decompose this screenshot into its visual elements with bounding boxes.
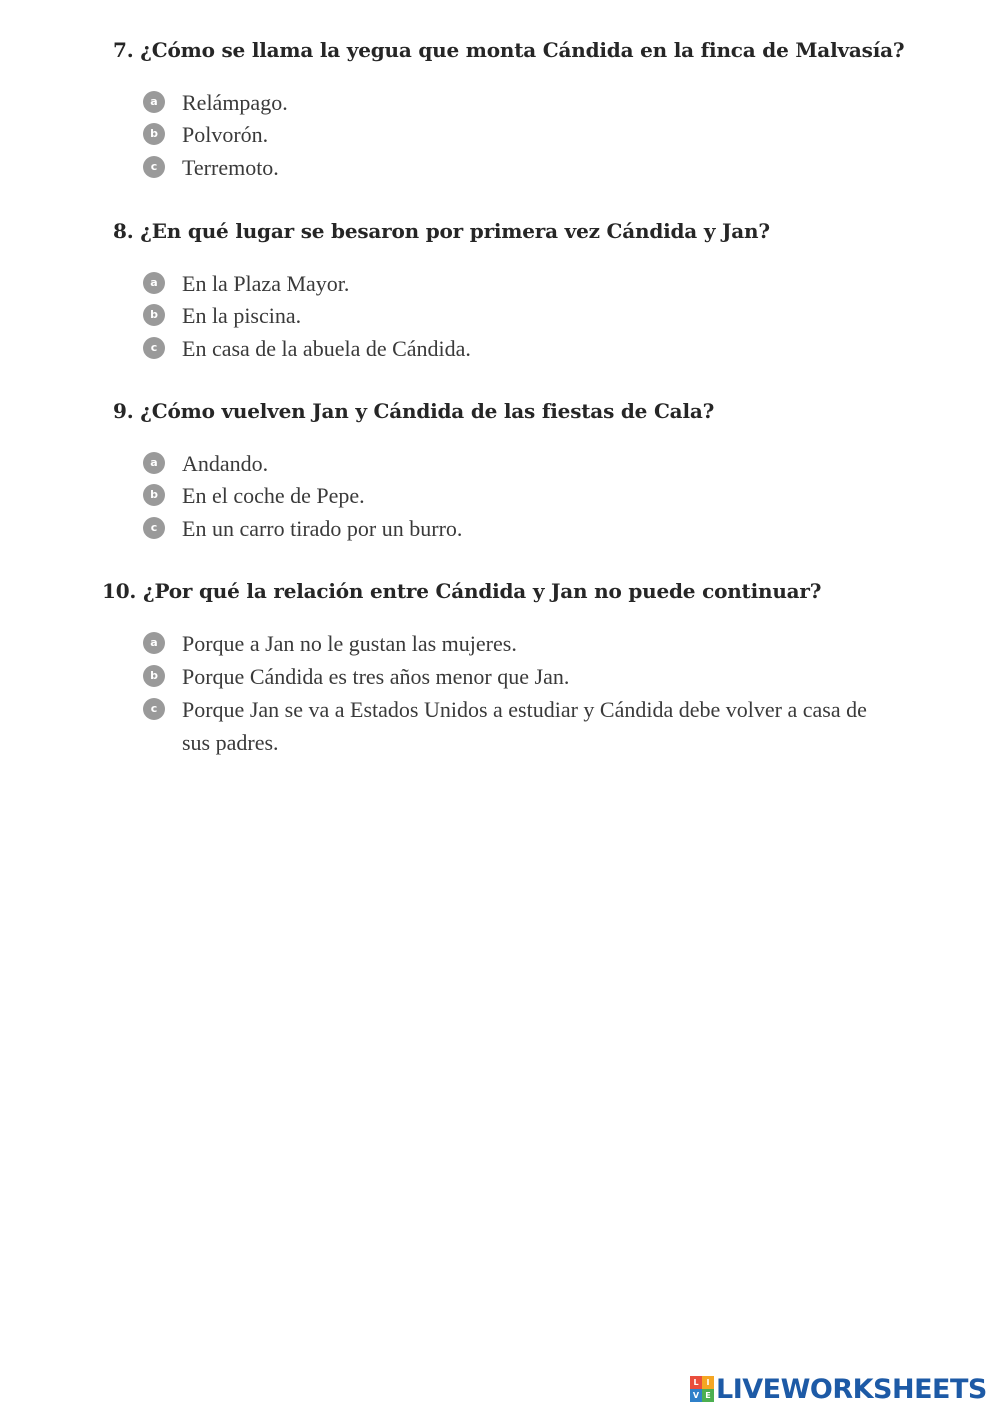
option-text: Terremoto. — [182, 155, 279, 180]
option-text: Porque a Jan no le gustan las mujeres. — [182, 631, 517, 656]
option-text: En la Plaza Mayor. — [182, 271, 350, 296]
logo-cell-i: I — [702, 1376, 714, 1389]
logo-cell-v: V — [690, 1389, 702, 1402]
option-letter-badge: c — [143, 698, 165, 720]
logo-cell-e: E — [702, 1389, 714, 1402]
liveworksheets-logo[interactable] — [690, 1372, 987, 1406]
option-letter-badge: c — [143, 156, 165, 178]
option-text: En el coche de Pepe. — [182, 483, 365, 508]
option-text: En la piscina. — [182, 303, 302, 328]
option-text: En un carro tirado por un burro. — [182, 516, 463, 541]
option-text: Polvorón. — [182, 122, 269, 147]
option-letter-badge: b — [143, 304, 165, 326]
option-letter-badge: b — [143, 123, 165, 145]
option-letter-badge: a — [143, 272, 165, 294]
liveworksheets-logo-text: LIVEWORKSHEETS — [716, 1373, 987, 1405]
option-text: Porque Jan se va a Estados Unidos a estudiar y Cándida debe volver a casa de sus padres. — [182, 697, 867, 755]
logo-cell-l: L — [690, 1376, 702, 1389]
question-title: 10. ¿Por qué la relación entre Cándida y Jan no puede continuar? — [102, 579, 822, 603]
liveworksheets-logo-icon — [690, 1376, 714, 1402]
option-letter-badge: c — [143, 517, 165, 539]
option-letter-badge: b — [143, 484, 165, 506]
option-text: Porque Cándida es tres años menor que Jan. — [182, 664, 570, 689]
option-text: En casa de la abuela de Cándida. — [182, 336, 471, 361]
question-title: 8. ¿En qué lugar se besaron por primera vez Cándida y Jan? — [113, 219, 770, 243]
option-letter-badge: c — [143, 337, 165, 359]
option-text: Relámpago. — [182, 90, 288, 115]
option-letter-badge: a — [143, 91, 165, 113]
option-text: Andando. — [182, 451, 269, 476]
option-letter-badge: b — [143, 665, 165, 687]
option-letter-badge: a — [143, 632, 165, 654]
question-title: 7. ¿Cómo se llama la yegua que monta Cándida en la finca de Malvasía? — [113, 38, 905, 62]
question-title: 9. ¿Cómo vuelven Jan y Cándida de las fiestas de Cala? — [113, 399, 715, 423]
option-letter-badge: a — [143, 452, 165, 474]
